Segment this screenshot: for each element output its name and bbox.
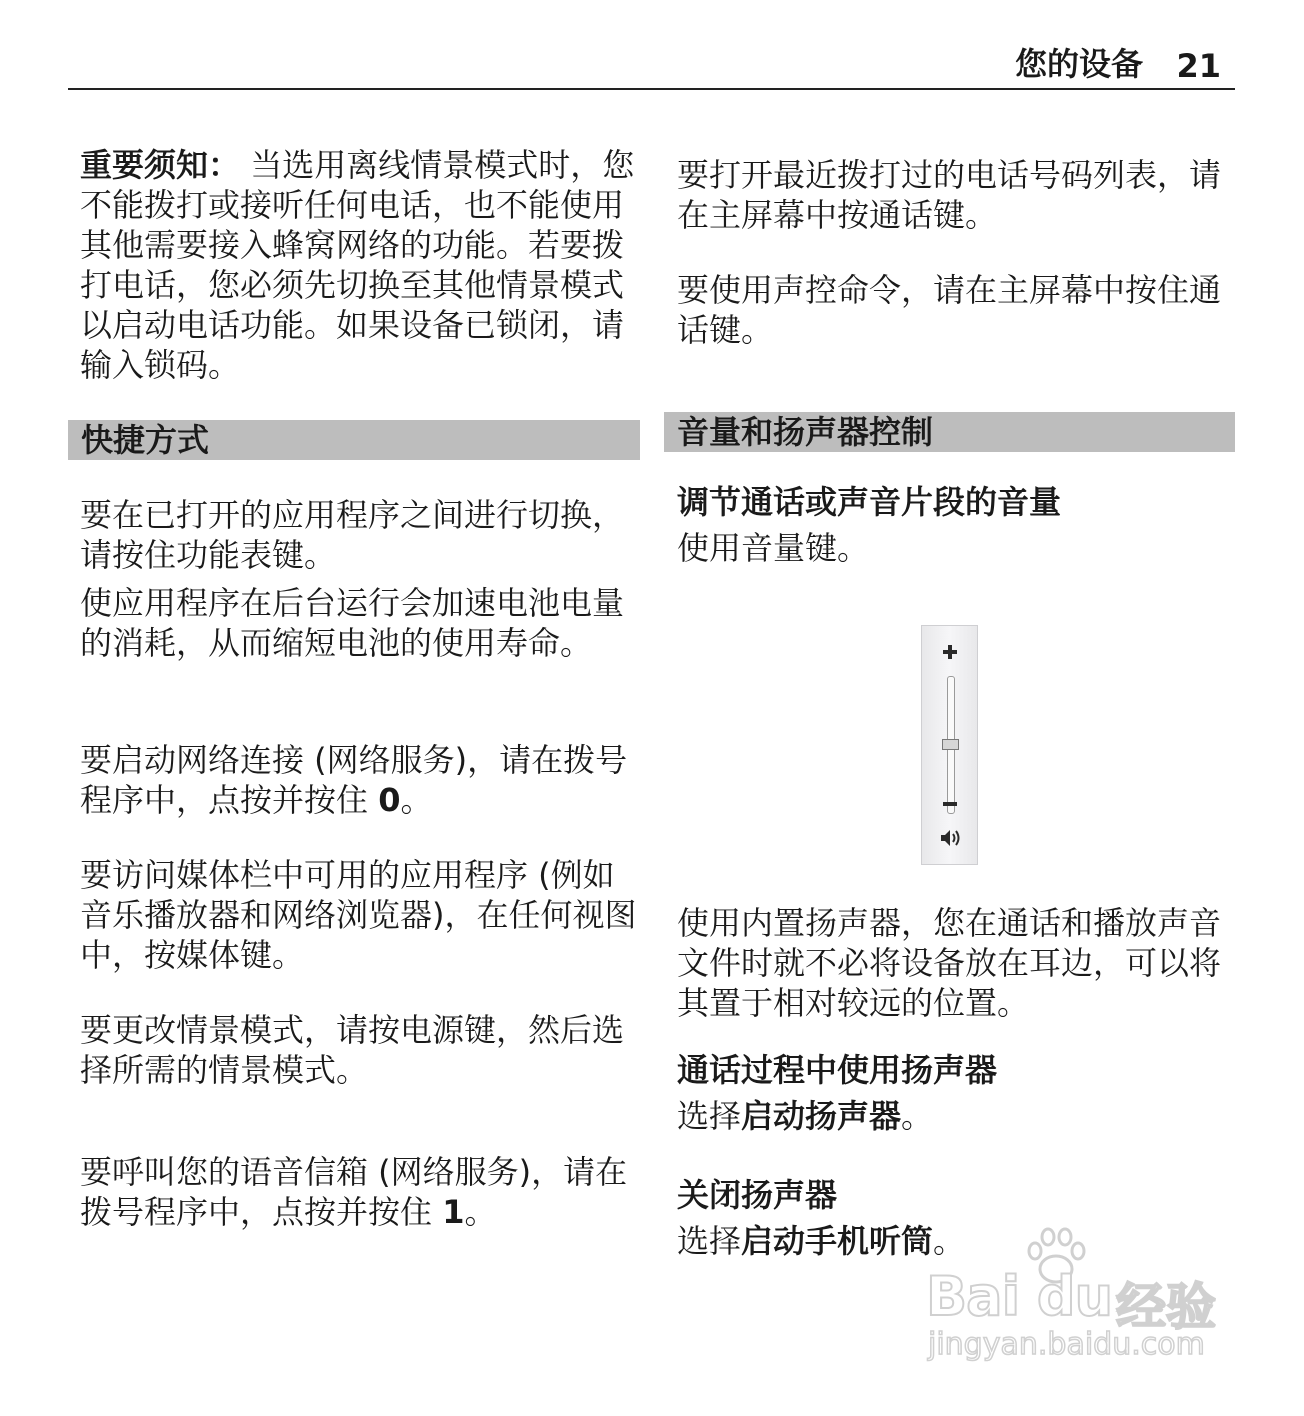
speaker-icon: [940, 828, 962, 848]
watermark-brand: Bai du: [926, 1265, 1113, 1328]
key-zero: 0: [378, 781, 401, 819]
network-text: 要启动网络连接 (网络服务)，请在拨号程序中，点按并按住: [80, 741, 628, 819]
shortcut-network-connection: [80, 740, 638, 820]
network-end: 。: [400, 781, 433, 819]
volume-slider-thumb: [942, 739, 959, 750]
use-speaker-end: 。: [901, 1097, 934, 1135]
baidu-watermark: [926, 1225, 1226, 1370]
shortcut-switch-apps: 要在已打开的应用程序之间进行切换，请按住功能表键。: [80, 496, 625, 574]
shortcut-change-profile: 要更改情景模式，请按电源键，然后选择所需的情景模式。: [80, 1011, 625, 1089]
voicemail-end: 。: [464, 1193, 497, 1231]
subheading-use-speaker: 通话过程中使用扬声器: [677, 1051, 998, 1089]
volume-control-image: [921, 625, 978, 865]
recent-calls-note: 要打开最近拨打过的电话号码列表，请在主屏幕中按通话键。: [677, 156, 1222, 234]
close-speaker-pre: 选择: [677, 1222, 742, 1260]
page-header-title: 您的设备: [1014, 45, 1143, 83]
adjust-volume-text: 使用音量键。: [677, 529, 870, 567]
watermark-url: jingyan.baidu.com: [928, 1327, 1205, 1362]
page-header: [68, 40, 1235, 90]
speaker-description: 使用内置扬声器，您在通话和播放声音文件时就不必将设备放在耳边，可以将其置于相对较远的位置。: [677, 904, 1222, 1022]
activate-handset-option: 启动手机听筒: [741, 1222, 934, 1260]
use-speaker-text: [677, 1096, 1232, 1136]
important-notice: [80, 145, 638, 385]
shortcut-voice-mailbox: [80, 1152, 638, 1232]
close-speaker-end: 。: [933, 1222, 966, 1260]
subheading-close-speaker: 关闭扬声器: [677, 1176, 838, 1214]
voice-command-note: 要使用声控命令，请在主屏幕中按住通话键。: [677, 271, 1222, 349]
shortcut-media-bar: 要访问媒体栏中可用的应用程序 (例如音乐播放器和网络浏览器)，在任何视图中，按媒体键。: [80, 856, 637, 974]
section-title-shortcuts: 快捷方式: [81, 421, 210, 459]
subheading-adjust-volume: 调节通话或声音片段的音量: [677, 483, 1062, 521]
section-title-volume: 音量和扬声器控制: [677, 413, 934, 451]
use-speaker-pre: 选择: [677, 1097, 742, 1135]
important-label: 重要须知：: [80, 146, 241, 184]
plus-icon: [942, 644, 958, 660]
section-header-shortcuts: [68, 420, 640, 460]
key-one: 1: [442, 1193, 465, 1231]
page-number: 21: [1176, 47, 1221, 85]
section-header-volume: [664, 412, 1235, 452]
background-apps-note: 使应用程序在后台运行会加速电池电量的消耗，从而缩短电池的使用寿命。: [80, 584, 625, 662]
watermark-cn: 经验: [1116, 1278, 1216, 1336]
activate-speaker-option: 启动扬声器: [741, 1097, 902, 1135]
voicemail-text: 要呼叫您的语音信箱 (网络服务)，请在拨号程序中，点按并按住: [80, 1153, 628, 1231]
important-text: 当选用离线情景模式时，您不能拨打或接听任何电话，也不能使用其他需要接入蜂窝网络的功能。若要拨打电话，您必须先切换至其他情景模式以启动电话功能。如果设备已锁闭，请输入锁码。: [80, 146, 635, 384]
minus-icon: [943, 802, 957, 806]
